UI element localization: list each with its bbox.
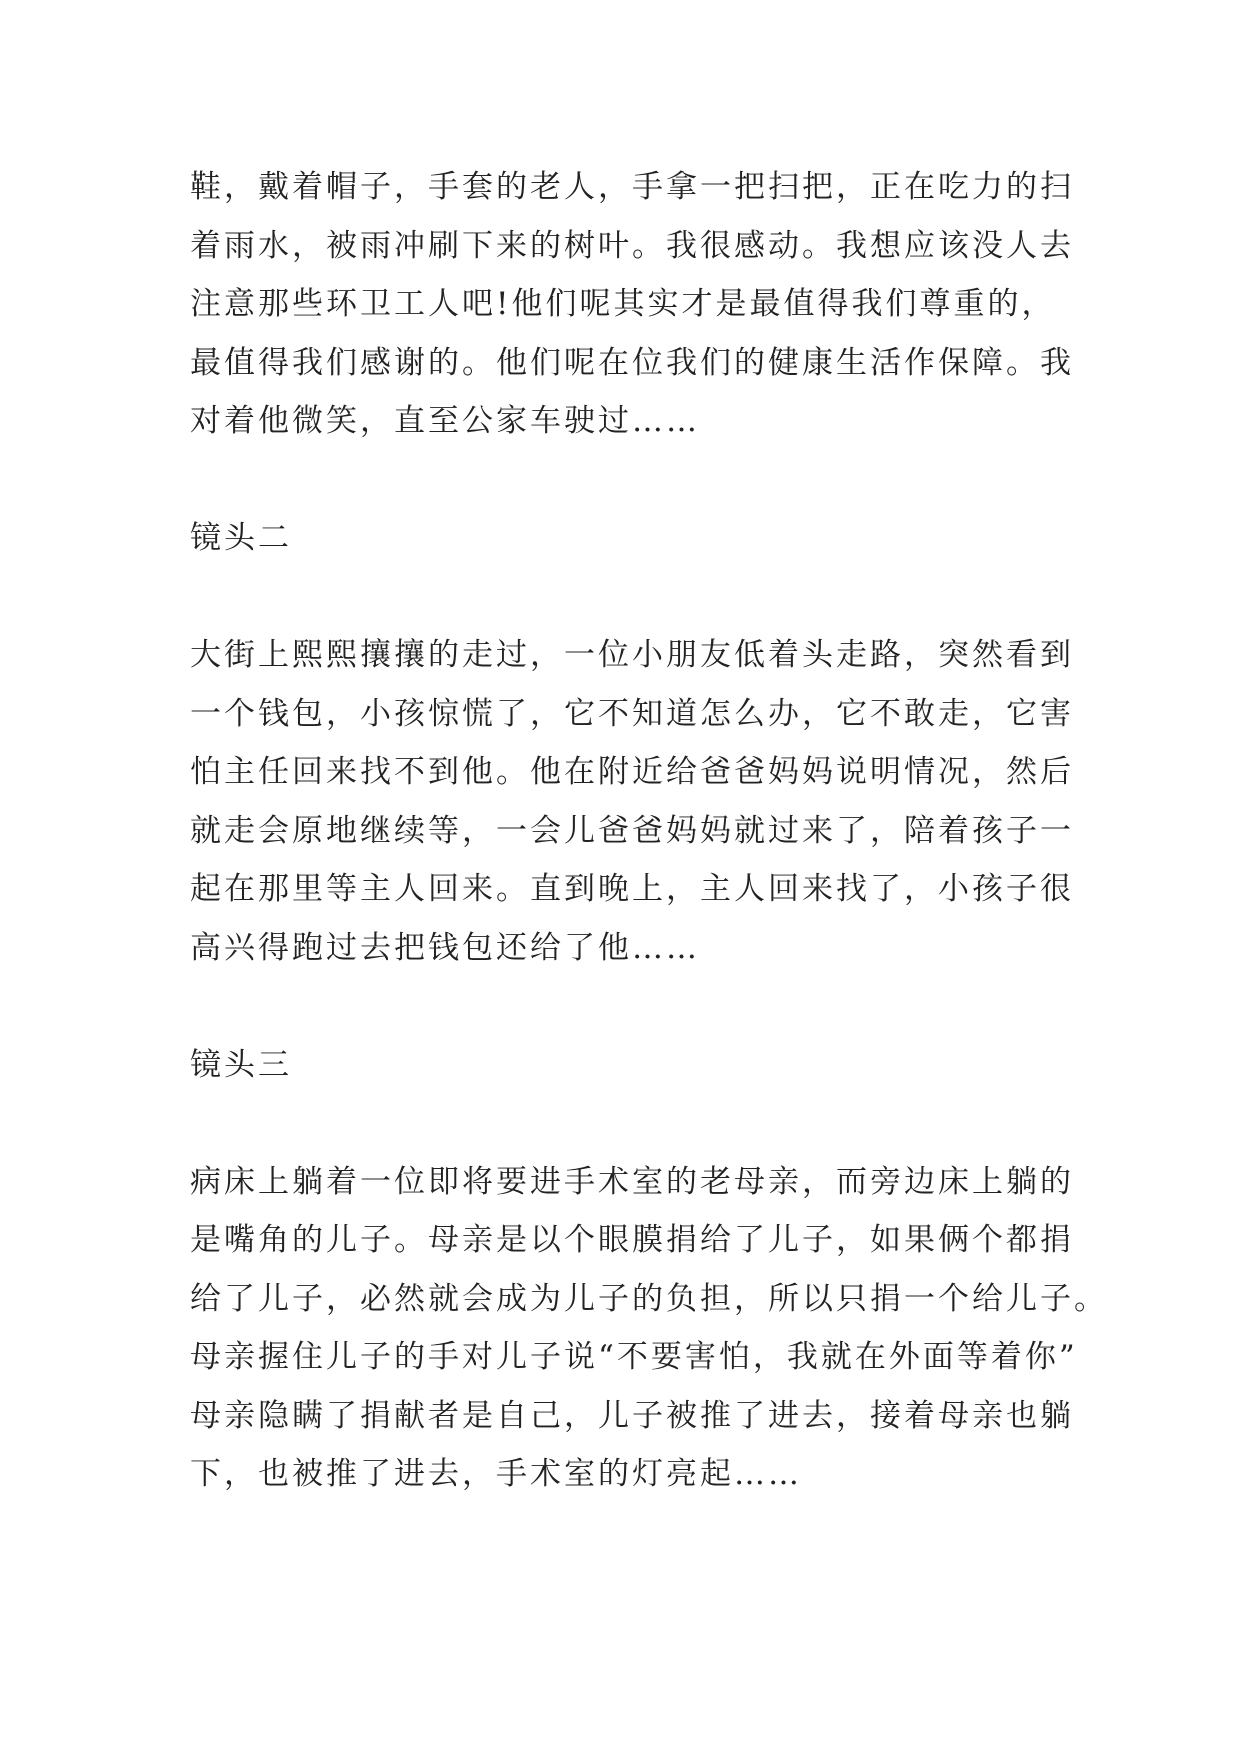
text-line: 是嘴角的儿子。母亲是以个眼膜捐给了儿子，如果俩个都捐 [190, 1222, 1074, 1258]
text-line: 母亲握住儿子的手对儿子说“不要害怕，我就在外面等着你” [190, 1339, 1078, 1375]
text-line: 给了儿子，必然就会成为儿子的负担，所以只捐一个给儿子。 [190, 1280, 1108, 1317]
text-line: 怕主任回来找不到他。他在附近给爸爸妈妈说明情况，然后 [190, 754, 1074, 790]
text-line: 注意那些环卫工人吧!他们呢其实才是最值得我们尊重的， [190, 286, 1056, 322]
text-line: 母亲隐瞒了捐献者是自己，儿子被推了进去，接着母亲也躺 [190, 1397, 1074, 1434]
section-heading-2: 镜头二 [190, 520, 292, 556]
text-line: 大街上熙熙攘攘的走过，一位小朋友低着头走路，突然看到 [190, 637, 1074, 673]
text-line: 起在那里等主人回来。直到晚上，主人回来找了，小孩子很 [190, 871, 1074, 907]
text-line: 就走会原地继续等，一会儿爸爸妈妈就过来了，陪着孩子一 [190, 812, 1074, 849]
text-line: 病床上躺着一位即将要进手术室的老母亲，而旁边床上躺的 [190, 1163, 1074, 1200]
text-line: 鞋，戴着帽子，手套的老人，手拿一把扫把，正在吃力的扫 [190, 169, 1074, 205]
text-line: 高兴得跑过去把钱包还给了他…… [190, 929, 700, 966]
text-line: 对着他微笑，直至公家车驶过…… [190, 403, 700, 439]
text-line: 最值得我们感谢的。他们呢在位我们的健康生活作保障。我 [190, 344, 1074, 381]
text-line: 着雨水，被雨冲刷下来的树叶。我很感动。我想应该没人去 [190, 227, 1074, 264]
paragraph-1 [190, 158, 1074, 451]
paragraph-2 [190, 626, 1074, 977]
paragraph-3 [190, 1153, 1108, 1504]
document-body [190, 158, 1108, 1504]
section-heading-3: 镜头三 [190, 1046, 292, 1083]
text-line: 一个钱包，小孩惊慌了，它不知道怎么办，它不敢走，它害 [190, 695, 1074, 732]
text-line: 下，也被推了进去，手术室的灯亮起…… [190, 1456, 802, 1492]
